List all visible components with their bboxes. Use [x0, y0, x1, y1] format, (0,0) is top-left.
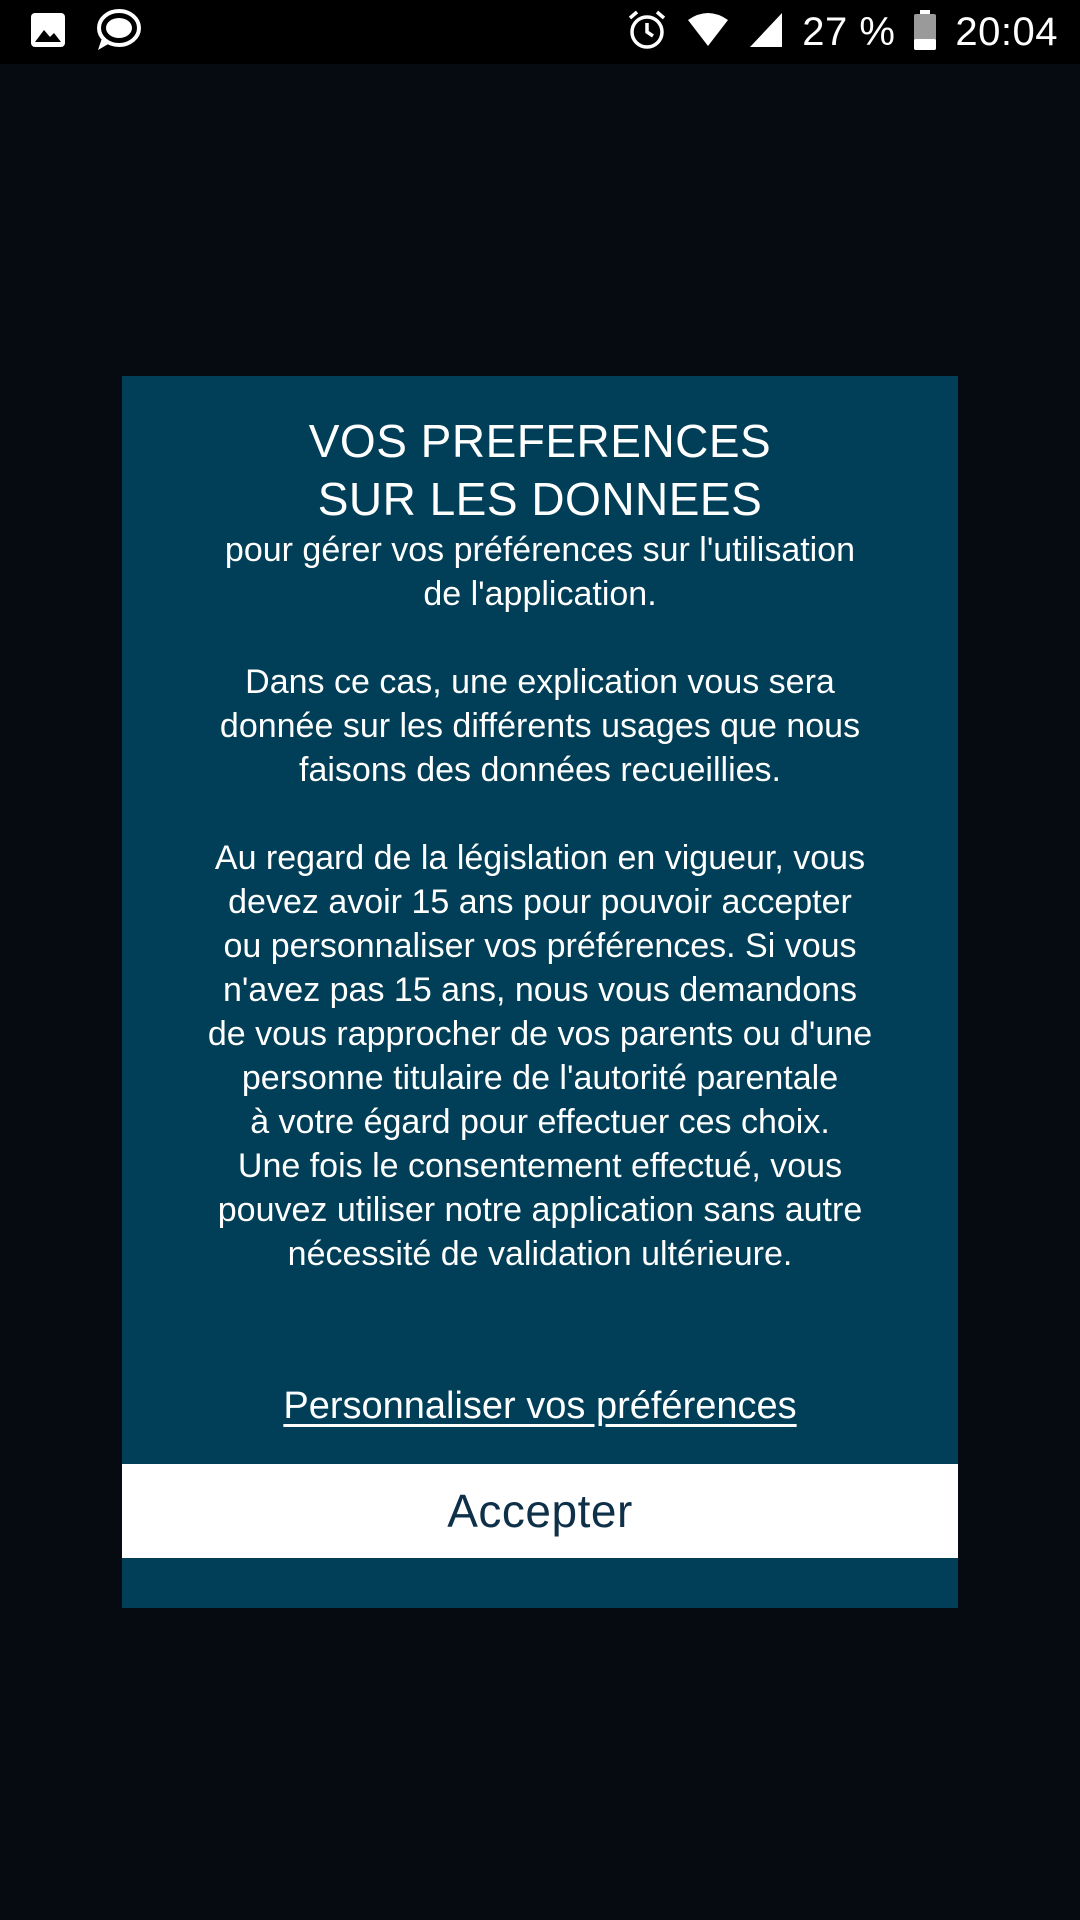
- image-icon: [28, 10, 68, 55]
- body-paragraph-1: pour gérer vos préférences sur l'utilisation de l'application.: [224, 531, 856, 613]
- battery-percentage: 27 %: [802, 9, 896, 54]
- cell-signal-icon: [748, 11, 784, 54]
- dialog-title: [122, 412, 958, 528]
- accept-button[interactable]: Accepter: [122, 1464, 958, 1558]
- chat-bubble-icon: [94, 8, 142, 57]
- dialog-title-line-2: SUR LES DONNEES: [317, 473, 763, 525]
- status-bar-left: [28, 10, 142, 54]
- status-bar-right: [626, 6, 1058, 58]
- status-bar: [0, 0, 1080, 64]
- dialog-body: [162, 528, 918, 1276]
- dialog-title-line-1: VOS PREFERENCES: [308, 415, 772, 467]
- body-paragraph-3: Au regard de la législation en vigueur, vous devez avoir 15 ans pour pouvoir accepter ou personnaliser vos préférences. Si vous n'avez pas 15 ans, nous vous demandons de vous rapprocher de vos parents ou d'une personne titulaire de l'autorité parentale à votre égard pour effectuer ces choix. Une fois le consentement effectué, vous pouvez utiliser notre application sans autre nécessité de validation ultérieure.: [207, 839, 873, 1273]
- battery-icon: [913, 9, 937, 56]
- customize-preferences-link[interactable]: Personnaliser vos préférences: [283, 1385, 797, 1427]
- wifi-icon: [686, 12, 730, 53]
- dialog-scroll-area[interactable]: [122, 531, 958, 1444]
- alarm-icon: [626, 9, 668, 56]
- clock: 20:04: [955, 9, 1058, 54]
- consent-dialog: [122, 376, 958, 1608]
- body-paragraph-2: Dans ce cas, une explication vous sera donnée sur les différents usages que nous faisons des données recueillies.: [219, 663, 861, 789]
